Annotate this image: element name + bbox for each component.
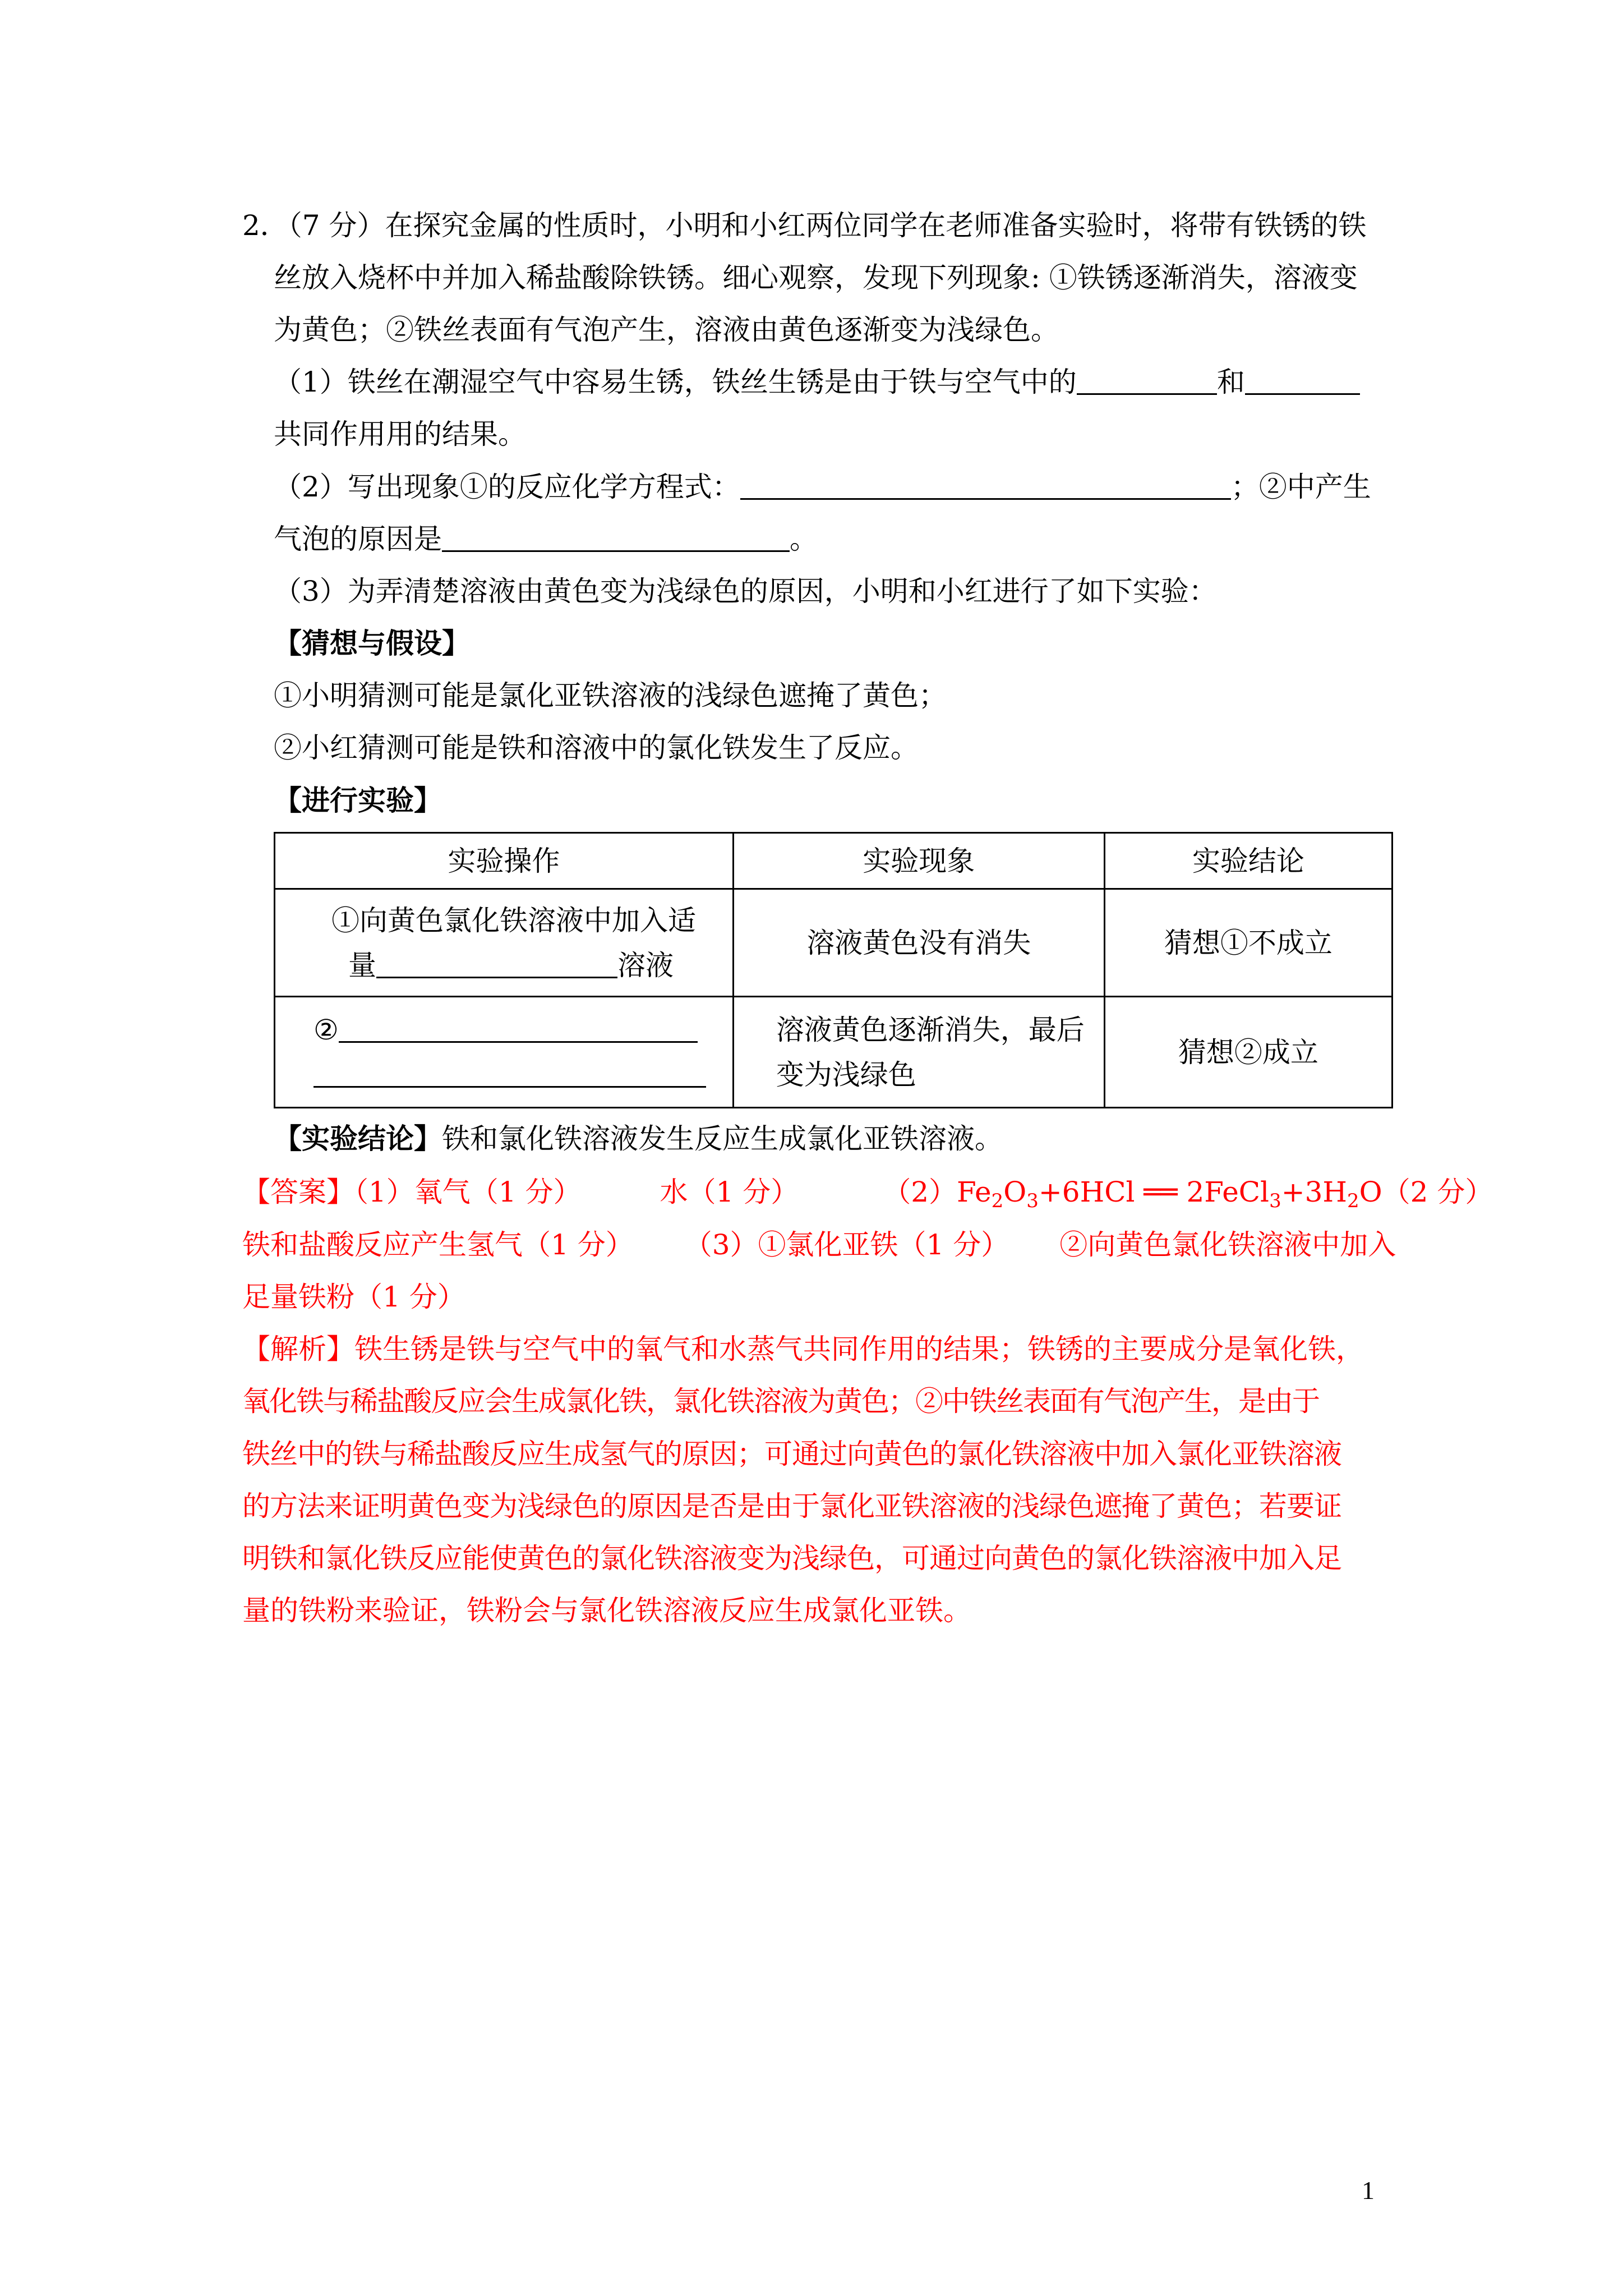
blank-2a[interactable]: [740, 472, 1231, 500]
row-2-operation-line-2: [287, 1052, 721, 1097]
question-intro-line-3: 为黄色；②铁丝表面有气泡产生，溶液由黄色逐渐变为浅绿色。: [274, 314, 1059, 346]
table-header-conclusion: 实验结论: [1104, 833, 1392, 889]
blank-2b[interactable]: [442, 524, 790, 552]
row-1-operation: [275, 889, 734, 997]
row-1-phenomenon: 溶液黄色没有消失: [733, 889, 1104, 997]
hypothesis-title: 【猜想与假设】: [274, 627, 470, 660]
answer-part-1-water: 水（1 分）: [660, 1176, 799, 1208]
part-2-text-c: 气泡的原因是: [274, 523, 442, 555]
table-header-phenomenon: 实验现象: [733, 833, 1104, 889]
analysis-line-6: 量的铁粉来验证，铁粉会与氯化铁溶液反应生成氯化亚铁。: [242, 1594, 971, 1627]
part-2-text-b: ；②中产生: [1230, 471, 1371, 503]
row-2-operation-prefix: ②: [313, 1013, 339, 1046]
row-2-conclusion: 猜想②成立: [1104, 997, 1392, 1108]
blank-1a[interactable]: [1077, 367, 1217, 395]
analysis-line-5: 明铁和氯化铁反应能使黄色的氯化铁溶液变为浅绿色，可通过向黄色的氯化铁溶液中加入足: [242, 1542, 1341, 1575]
answer-part-3-op: ②向黄色氯化铁溶液中加入: [1059, 1228, 1396, 1261]
blank-table-1[interactable]: [376, 951, 617, 978]
row-2-phenomenon-line-1: 溶液黄色逐渐消失，最后: [776, 1013, 1085, 1046]
conclusion-text: 铁和氯化铁溶液发生反应生成氯化亚铁溶液。: [442, 1122, 1003, 1155]
experiment-conclusion: [274, 1119, 1003, 1158]
answer-label: 【答案】: [242, 1176, 354, 1208]
answer-line-3: 足量铁粉（1 分）: [242, 1281, 465, 1313]
part-3-line-1: （3）为弄清楚溶液由黄色变为浅绿色的原因，小明和小红进行了如下实验：: [274, 575, 1217, 608]
table-header-operation: 实验操作: [275, 833, 734, 889]
part-1-line-1: [274, 362, 1360, 402]
answer-part-3: （3）①氯化亚铁（1 分）: [684, 1228, 1009, 1261]
table-row: [275, 997, 1393, 1108]
row-2-phenomenon: [733, 997, 1104, 1108]
row-1-operation-text-b: 溶液: [617, 949, 674, 982]
row-2-operation: [275, 997, 734, 1108]
part-1-text-a: （1）铁丝在潮湿空气中容易生锈，铁丝生锈是由于铁与空气中的: [274, 366, 1077, 398]
answer-line-2: [242, 1225, 1396, 1264]
part-1-text-b: 和: [1216, 366, 1245, 398]
experiment-table: [274, 832, 1393, 1108]
part-2-text-d: 。: [790, 523, 818, 555]
blank-table-2b[interactable]: [313, 1060, 706, 1088]
conclusion-title: 【实验结论】: [274, 1122, 442, 1155]
row-2-operation-line-1: [287, 1007, 721, 1052]
page-number: 1: [1362, 2176, 1375, 2205]
row-1-conclusion: 猜想①不成立: [1104, 889, 1392, 997]
answer-line-1: [242, 1172, 1493, 1221]
table-row: [275, 889, 1393, 997]
row-1-operation-text-a: 量: [348, 949, 376, 982]
answer-equation: $(2)Fe_2O_3+6HCl$ ══ $2FeCl_3+3H_2O(2$ 分）: [883, 1176, 1493, 1212]
row-1-operation-line-2: [287, 943, 721, 988]
analysis-line-4: 的方法来证明黄色变为浅绿色的原因是否是由于氯化亚铁溶液的浅绿色遮掩了黄色；若要证: [242, 1490, 1341, 1522]
analysis-line-1: 【解析】铁生锈是铁与空气中的氧气和水蒸气共同作用的结果；铁锈的主要成分是氧化铁，: [242, 1333, 1364, 1365]
question-intro-line-1: 2．（7 分）在探究金属的性质时，小明和小红两位同学在老师准备实验时，将带有铁锈的铁: [242, 209, 1367, 242]
part-2-text-a: （2）写出现象①的反应化学方程式：: [274, 471, 740, 503]
part-2-line-1: [274, 467, 1371, 507]
part-2-line-2: [274, 519, 818, 559]
blank-table-2a[interactable]: [339, 1015, 698, 1043]
table-header-row: [275, 833, 1393, 889]
question-intro-line-2: 丝放入烧杯中并加入稀盐酸除铁锈。细心观察，发现下列现象: ①铁锈逐渐消失，溶液变: [274, 261, 1358, 294]
row-2-phenomenon-line-2: 变为浅绿色: [776, 1058, 916, 1091]
part-1-line-2: 共同作用用的结果。: [274, 418, 526, 450]
blank-1b[interactable]: [1245, 367, 1360, 395]
hypothesis-2: ②小红猜测可能是铁和溶液中的氯化铁发生了反应。: [274, 731, 919, 764]
answer-part-1-oxygen: （1）氧气（1 分）: [354, 1176, 582, 1208]
analysis-label: 【解析】: [242, 1333, 354, 1365]
experiment-title: 【进行实验】: [274, 784, 442, 817]
row-1-operation-line-1: ①向黄色氯化铁溶液中加入适: [331, 904, 696, 937]
analysis-line-3: 铁丝中的铁与稀盐酸反应生成氢气的原因；可通过向黄色的氯化铁溶液中加入氯化亚铁溶液: [242, 1438, 1341, 1470]
analysis-line-2: 氧化铁与稀盐酸反应会生成氯化铁，氯化铁溶液为黄色；②中铁丝表面有气泡产生，是由于: [242, 1385, 1319, 1418]
answer-hydrogen: 铁和盐酸反应产生氢气（1 分）: [242, 1228, 634, 1261]
hypothesis-1: ①小明猜测可能是氯化亚铁溶液的浅绿色遮掩了黄色；: [274, 679, 947, 712]
